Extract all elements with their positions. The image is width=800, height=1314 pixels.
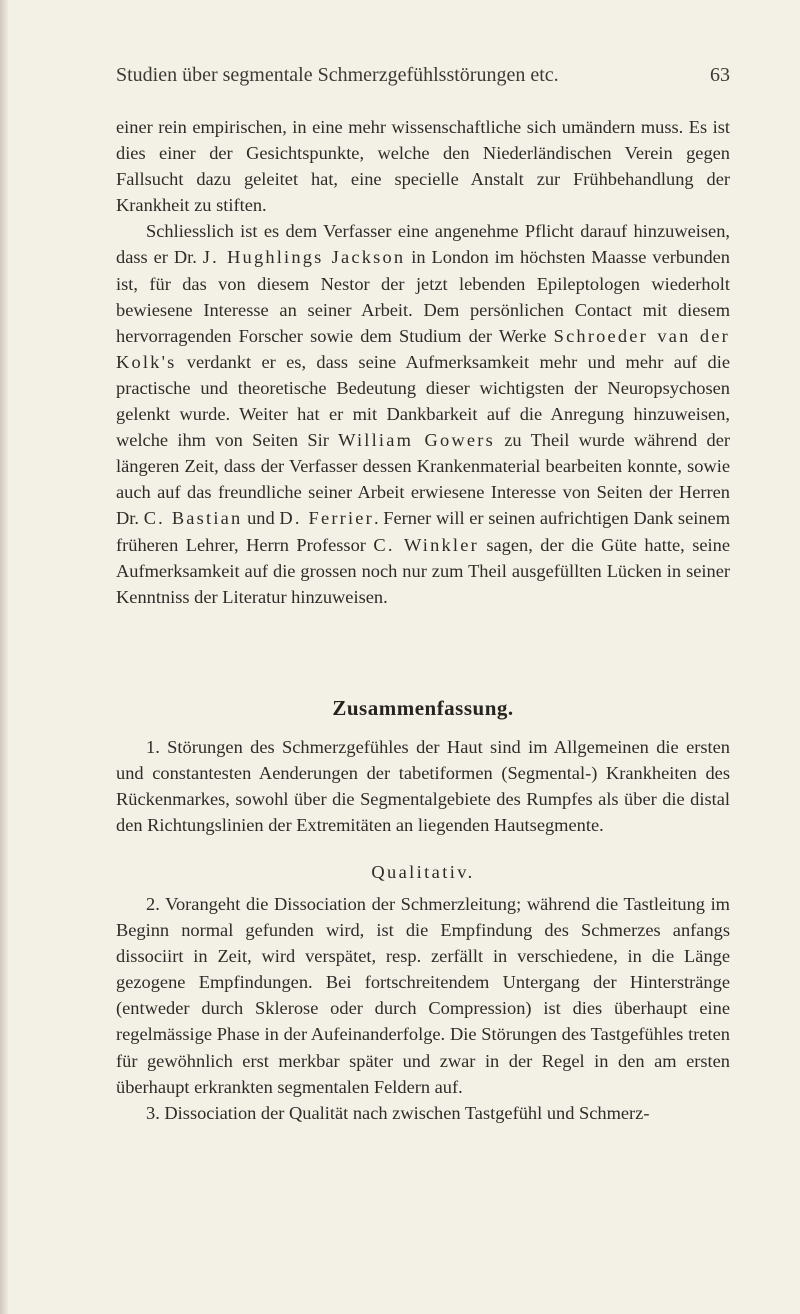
ack-text-1: Schliesslich ist es dem Verfasser eine angenehme Pflicht darauf hinzuweisen, dass er Dr. <box>116 221 730 268</box>
ack-text-7: sagen, der die Güte hatte, seine Aufmerksamkeit auf die grossen noch nur zum Theil ausgefüllten Lücken in seiner Kenntniss der Literatur hinzuweisen. <box>116 534 730 607</box>
summary-items-block <box>116 891 730 1126</box>
name-william-gowers: William Gowers <box>338 430 495 451</box>
summary-item-1: 1. Störungen des Schmerzgefühles der Haut sind im Allgemeinen die ersten und constantesten Aenderungen der tabetiformen (Segmental-) Krankheiten des Rückenmarkes, sowohl über die Segmentalgebiete des Rumpfes als über die distal den Richtungslinien der Extremitäten an liegenden Hautsegmente. <box>116 737 730 836</box>
running-title: Studien über segmentale Schmerzgefühlsstörungen etc. <box>116 64 559 86</box>
summary-item-3: 3. Dissociation der Qualität nach zwischen Tastgefühl und Schmerz- <box>146 1102 650 1123</box>
subheading-qualitativ: Qualitativ. <box>371 862 475 882</box>
page-header <box>116 62 730 88</box>
paragraph-acknowledgements <box>116 218 730 609</box>
name-winkler: C. Winkler <box>373 534 479 555</box>
summary-item-2: 2. Vorangeht die Dissociation der Schmerzleitung; während die Tastleitung im Beginn normal gefunden wird, ist die Empfindung des Schmerzes anfangs dissociirt in Zeit, wird verspätet, resp. zerfällt in verschiedene, in die Länge gezogene Empfindungen. Bei fortschreitendem Untergang der Hinterstränge (entweder durch Sklerose oder durch Compression) ist dies überhaupt eine regelmässige Phase in der Aufeinanderfolge. Die Störungen des Tastgefühles treten für gewöhnlich erst merkbar später und zwar in der Regel in den am ersten überhaupt erkrankten segmentalen Feldern auf. <box>116 894 730 1097</box>
ack-text-3: verdankt er es, dass seine Aufmerksamkeit mehr und mehr auf die practische und theoretische Bedeutung dieser wichtigsten der Neuropsychosen gelenkt wurde. Weiter hat er mit Dankbarkeit auf die Anregung hinzuweisen, welche ihm von Seiten Sir <box>116 351 730 451</box>
ack-text-6: . Ferner will er seinen aufrichtigen Dank seinem früheren Lehrer, Herrn Professor <box>116 508 731 555</box>
name-schroeder-van-der-kolk: Schroeder van der Kolk's <box>116 325 730 372</box>
page-number: 63 <box>710 64 730 86</box>
name-bastian: C. Bastian <box>143 508 243 529</box>
name-hughlings-jackson: J. Hughlings Jackson <box>202 247 406 268</box>
ack-text-2: in London im höchsten Maasse verbunden ist, für das von diesem Nestor der jetzt lebenden Epileptologen wiederholt bewiesene Interesse an seiner Arbeit. Dem persönlichen Contact mit diesem hervorragenden Forscher sowie dem Studium der Werke <box>116 247 730 346</box>
name-ferrier: D. Ferrier <box>279 508 374 529</box>
summary-item-1-block <box>116 734 730 838</box>
ack-text-5: und <box>242 508 280 529</box>
section-heading: Zusammenfassung. <box>332 696 514 720</box>
page-edge <box>0 0 8 1314</box>
paragraph-intro-continuation: einer rein empirischen, in eine mehr wissenschaftliche sich umändern muss. Es ist dies einer der Gesichtspunkte, welche den Niederländischen Verein gegen Fallsucht dazu geleitet hat, eine specielle Anstalt zur Frühbehandlung der Krankheit zu stiften. <box>116 117 730 216</box>
ack-text-4: zu Theil wurde während der längeren Zeit, dass der Verfasser dessen Krankenmaterial bearbeiten konnte, sowie auch auf das freundliche seiner Arbeit erwiesene Interesse von Seiten der Herren Dr. <box>116 430 730 529</box>
intro-text <box>116 114 730 610</box>
